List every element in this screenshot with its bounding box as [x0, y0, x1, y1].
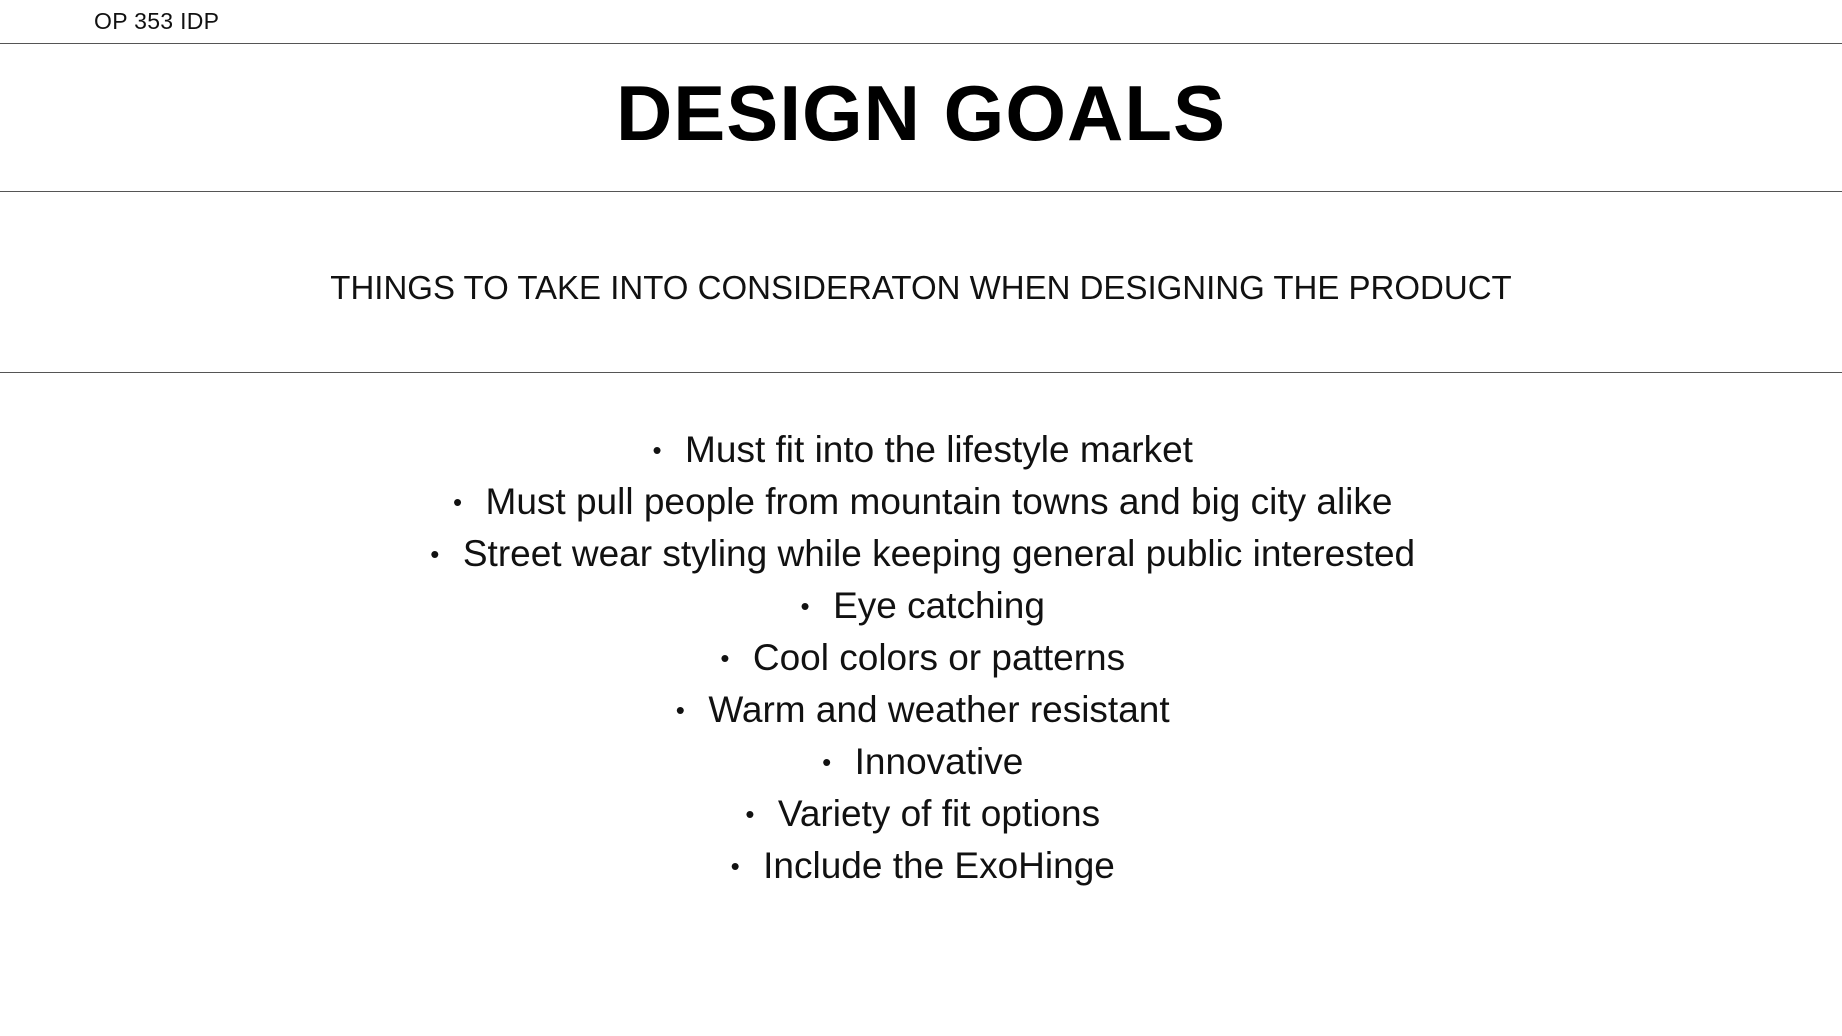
bullet-icon: • [675, 695, 685, 725]
goal-text: Variety of fit options [777, 793, 1101, 834]
goal-item [0, 530, 1842, 582]
goal-text: Innovative [854, 741, 1024, 782]
goal-text: Cool colors or patterns [752, 637, 1126, 678]
title-divider [0, 191, 1842, 192]
bullet-icon: • [652, 435, 662, 465]
slide-title: DESIGN GOALS [615, 69, 1227, 157]
bullet-icon: • [430, 539, 440, 569]
design-goals-list [0, 426, 1842, 894]
goal-item [0, 790, 1842, 842]
bullet-icon: • [730, 851, 740, 881]
bullet-icon: • [720, 643, 730, 673]
bullet-icon: • [745, 799, 755, 829]
goal-item [0, 478, 1842, 530]
goal-item [0, 582, 1842, 634]
goal-item [0, 686, 1842, 738]
goal-text: Street wear styling while keeping general public interested [462, 533, 1416, 574]
slide-subtitle: THINGS TO TAKE INTO CONSIDERATON WHEN DESIGNING THE PRODUCT [330, 269, 1512, 306]
goal-item [0, 634, 1842, 686]
goal-item [0, 738, 1842, 790]
bullet-icon: • [800, 591, 810, 621]
bullet-icon: • [822, 747, 832, 777]
course-label: OP 353 IDP [94, 8, 220, 34]
goal-text: Must pull people from mountain towns and big city alike [485, 481, 1393, 522]
goal-item [0, 426, 1842, 478]
goal-text: Warm and weather resistant [708, 689, 1170, 730]
goal-text: Must fit into the lifestyle market [685, 429, 1193, 470]
goal-text: Eye catching [833, 585, 1045, 626]
bullet-icon: • [452, 487, 463, 517]
top-divider [0, 43, 1842, 44]
subtitle-divider [0, 372, 1842, 373]
goal-text: Include the ExoHinge [763, 845, 1115, 886]
goal-item [0, 842, 1842, 894]
